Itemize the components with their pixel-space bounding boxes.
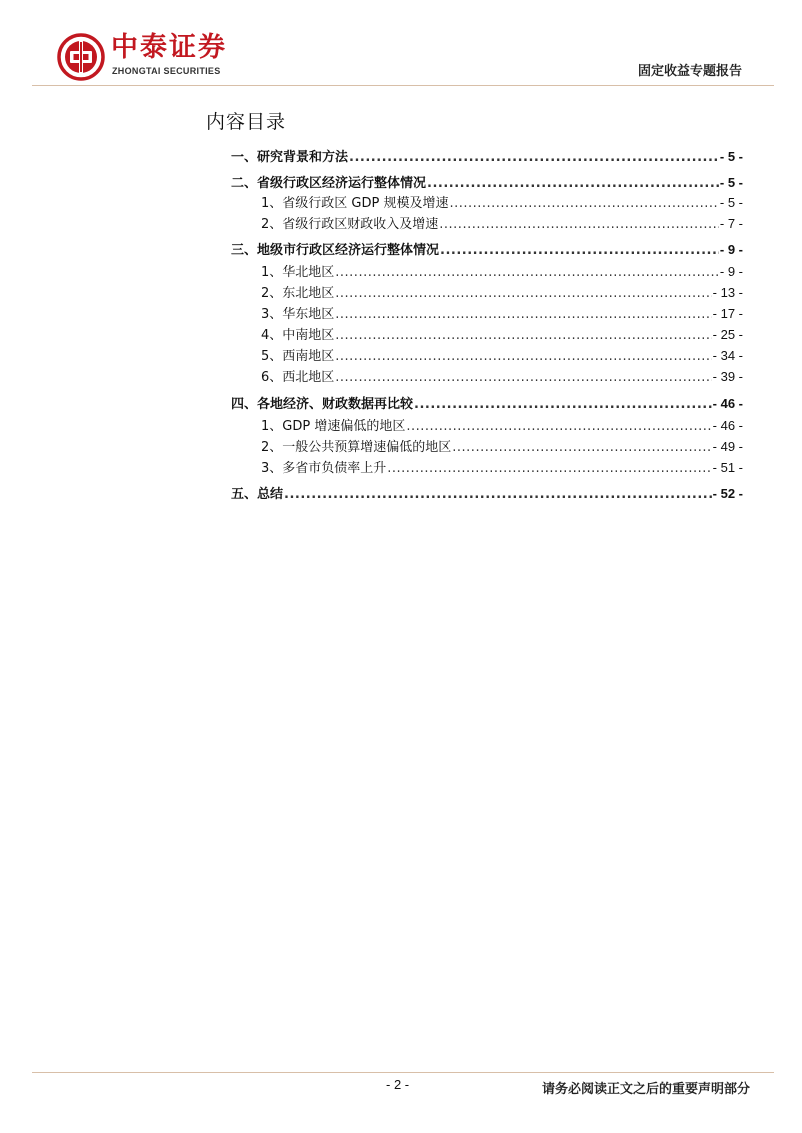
toc-entry[interactable]	[261, 194, 743, 212]
toc-dot-leader	[387, 460, 711, 478]
toc-dot-leader	[449, 195, 718, 213]
toc-entry[interactable]	[261, 438, 743, 456]
page-header	[0, 0, 802, 95]
toc-entry-label: 3、华东地区	[261, 307, 335, 322]
toc-dot-leader	[406, 418, 711, 436]
toc-dot-leader	[335, 327, 711, 345]
toc-entry-page: - 46 -	[712, 396, 743, 411]
toc-title: 内容目录	[206, 111, 287, 133]
toc-entry-page: - 13 -	[712, 285, 743, 300]
toc-entry-page: - 51 -	[712, 460, 743, 475]
toc-dot-leader	[349, 149, 719, 167]
toc-dot-leader	[427, 175, 719, 193]
toc-dot-leader	[284, 486, 712, 504]
toc-dot-leader	[440, 242, 719, 260]
toc-dot-leader	[335, 285, 711, 303]
toc-entry-page: - 39 -	[712, 369, 743, 384]
toc-entry[interactable]	[231, 148, 743, 166]
toc-entry-page: - 5 -	[719, 195, 743, 210]
toc-entry-label: 五、总结	[231, 487, 284, 502]
toc-entry-label: 1、GDP 增速偏低的地区	[261, 419, 406, 434]
toc-entry-label: 四、各地经济、财政数据再比较	[231, 397, 414, 412]
toc-entry-label: 5、西南地区	[261, 349, 335, 364]
report-type-label: 固定收益专题报告	[637, 64, 742, 79]
toc-entry[interactable]	[261, 368, 743, 386]
toc-entry[interactable]	[231, 174, 743, 192]
toc-entry[interactable]	[261, 215, 743, 233]
toc-entry-page: - 9 -	[719, 264, 743, 279]
logo-english-name: ZHONGTAI SECURITIES	[112, 66, 221, 76]
toc-dot-leader	[335, 306, 711, 324]
toc-dot-leader	[335, 264, 719, 282]
logo-chinese-name: 中泰证券	[111, 32, 227, 63]
toc-dot-leader	[335, 348, 711, 366]
toc-entry[interactable]	[231, 241, 743, 259]
toc-entry-label: 6、西北地区	[261, 370, 335, 385]
footer-page-number: - 2 -	[386, 1077, 410, 1092]
toc-entry[interactable]	[261, 284, 743, 302]
toc-entry-page: - 5 -	[719, 149, 743, 164]
toc-entry[interactable]	[261, 459, 743, 477]
toc-entry-page: - 7 -	[719, 216, 743, 231]
toc-entry-label: 2、省级行政区财政收入及增速	[261, 217, 439, 232]
toc-entry[interactable]	[261, 305, 743, 323]
toc-entry-page: - 34 -	[712, 348, 743, 363]
toc-entry-page: - 52 -	[712, 486, 743, 501]
toc-entry-label: 2、一般公共预算增速偏低的地区	[261, 440, 452, 455]
toc-entry-page: - 17 -	[712, 306, 743, 321]
toc-entry[interactable]	[261, 347, 743, 365]
footer-disclaimer: 请务必阅读正文之后的重要声明部分	[541, 1082, 750, 1097]
toc-entry-label: 1、华北地区	[261, 265, 335, 280]
zhongtai-logo-icon	[57, 33, 105, 81]
toc-entry[interactable]	[231, 485, 743, 503]
toc-entry-label: 1、省级行政区 GDP 规模及增速	[261, 196, 449, 211]
toc-entry-page: - 25 -	[712, 327, 743, 342]
toc-entry-page: - 9 -	[719, 242, 743, 257]
toc-entry[interactable]	[261, 326, 743, 344]
toc-entry-label: 3、多省市负债率上升	[261, 461, 387, 476]
toc-entry-label: 二、省级行政区经济运行整体情况	[231, 176, 427, 191]
toc-dot-leader	[439, 216, 719, 234]
toc-entry-label: 2、东北地区	[261, 286, 335, 301]
toc-entry-label: 4、中南地区	[261, 328, 335, 343]
toc-entry-page: - 46 -	[712, 418, 743, 433]
toc-entry[interactable]	[231, 395, 743, 413]
toc-entry-label: 一、研究背景和方法	[231, 150, 349, 165]
toc-dot-leader	[452, 439, 711, 457]
toc-entry[interactable]	[261, 263, 743, 281]
toc-entry-page: - 5 -	[719, 175, 743, 190]
toc-entry-page: - 49 -	[712, 439, 743, 454]
toc-entry[interactable]	[261, 417, 743, 435]
footer-divider	[32, 1072, 774, 1073]
toc-dot-leader	[335, 369, 711, 387]
toc-dot-leader	[414, 396, 712, 414]
header-divider	[32, 85, 774, 86]
toc-entry-label: 三、地级市行政区经济运行整体情况	[231, 243, 440, 258]
